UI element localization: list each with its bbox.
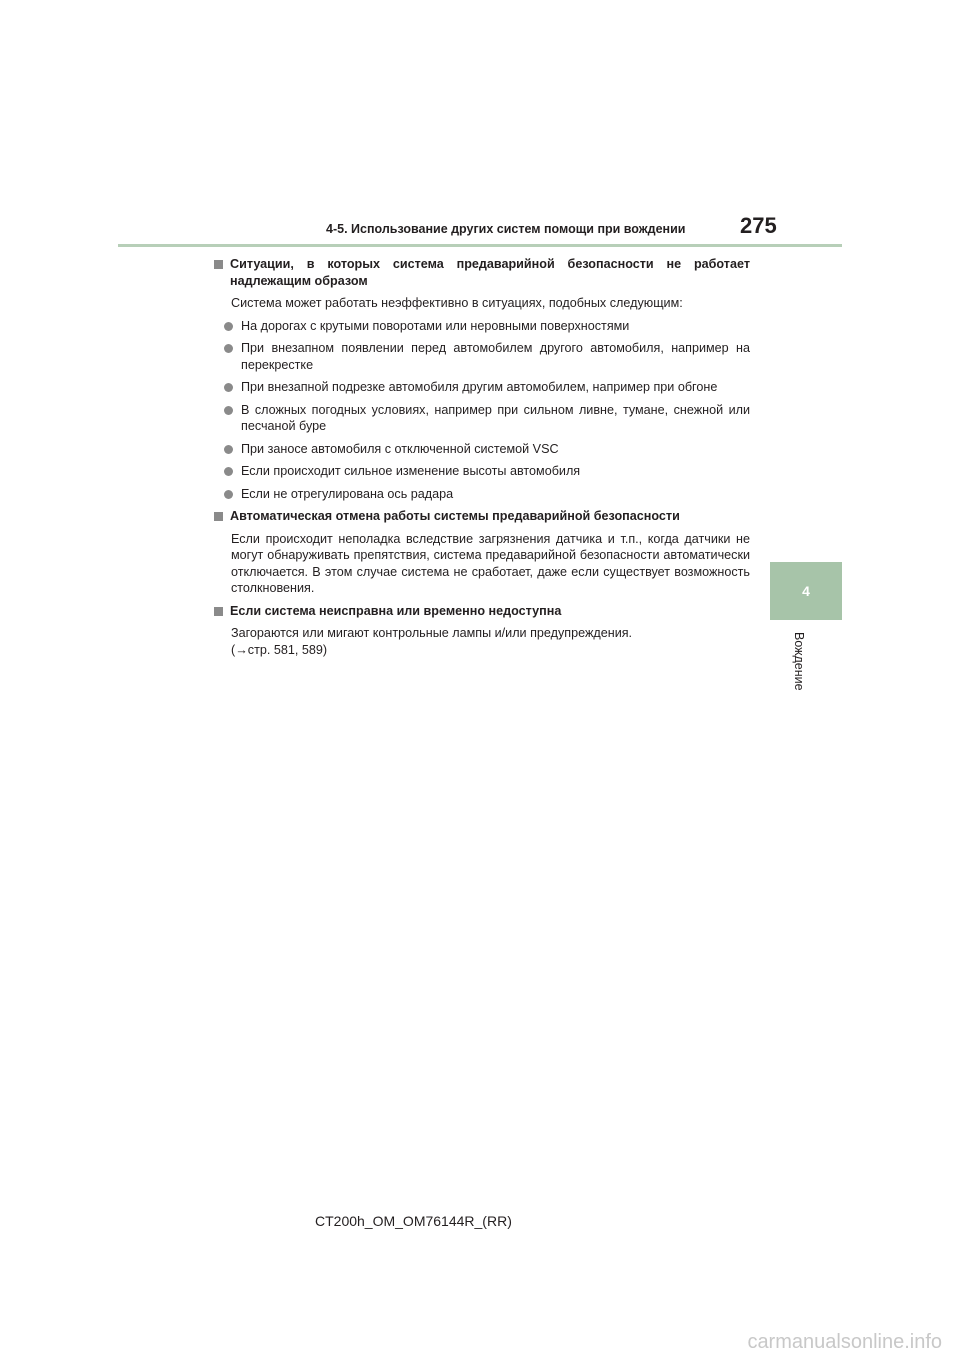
chapter-label: Вождение [792,632,806,691]
square-bullet-icon [214,512,223,521]
list-item [214,441,750,458]
watermark[interactable]: carmanualsonline.info [747,1331,942,1353]
round-bullet-icon [224,344,233,353]
list-item-text: В сложных погодных условиях, например при сильном ливне, тумане, снежной или песчаной буре [241,402,750,433]
list-item [214,340,750,373]
page-number: 275 [740,213,777,238]
section-body: Если происходит неполадка вследствие загрязнения датчика и т.п., когда датчики не могут обнаруживать препятствия, система предаварийной безопасности автоматически отключается. В этом случае система не сработает, даже если существует возможность столкновения. [231,531,750,595]
page-reference-link[interactable]: (→стр. 581, 589) [231,642,328,657]
square-bullet-icon [214,607,223,616]
section-heading-text: Если система неисправна или временно недоступна [230,603,562,618]
square-bullet-icon [214,260,223,269]
section-heading [214,508,750,525]
section-heading-text: Автоматическая отмена работы системы предаварийной безопасности [230,509,680,523]
header-rule [118,244,842,247]
list-item [214,318,750,335]
list-item [214,379,750,396]
round-bullet-icon [224,467,233,476]
round-bullet-icon [224,322,233,331]
list-item [214,463,750,480]
section-heading [214,256,750,289]
list-item-text: Если происходит сильное изменение высоты автомобиля [241,464,581,478]
document-code: CT200h_OM_OM76144R_(RR) [315,1213,512,1229]
list-item [214,486,750,503]
list-item-text: При внезапном появлении перед автомобилем другого автомобиля, например на перекрестке [241,341,750,372]
section-heading [214,603,750,620]
list-item [214,402,750,435]
list-item-text: Если не отрегулирована ось радара [241,486,454,501]
round-bullet-icon [224,406,233,415]
section-heading-text: Ситуации, в которых система предаварийной безопасности не работает надлежащим образом [230,257,750,288]
round-bullet-icon [224,383,233,392]
header-title: 4-5. Использование других систем помощи при вождении [326,222,686,236]
list-item-text: При заносе автомобиля с отключенной системой VSC [241,441,559,456]
list-item-text: На дорогах с крутыми поворотами или неровными поверхностями [241,318,630,333]
section-body [214,625,750,658]
section-intro: Система может работать неэффективно в ситуациях, подобных следующим: [231,296,683,310]
round-bullet-icon [224,445,233,454]
section-body-line: Загораются или мигают контрольные лампы и/или предупреждения. [231,626,633,640]
list-item-text: При внезапной подрезке автомобиля другим автомобилем, например при обгоне [241,380,718,394]
page-content [214,256,750,658]
round-bullet-icon [224,490,233,499]
chapter-number: 4 [802,583,810,599]
chapter-tab[interactable] [770,562,842,620]
